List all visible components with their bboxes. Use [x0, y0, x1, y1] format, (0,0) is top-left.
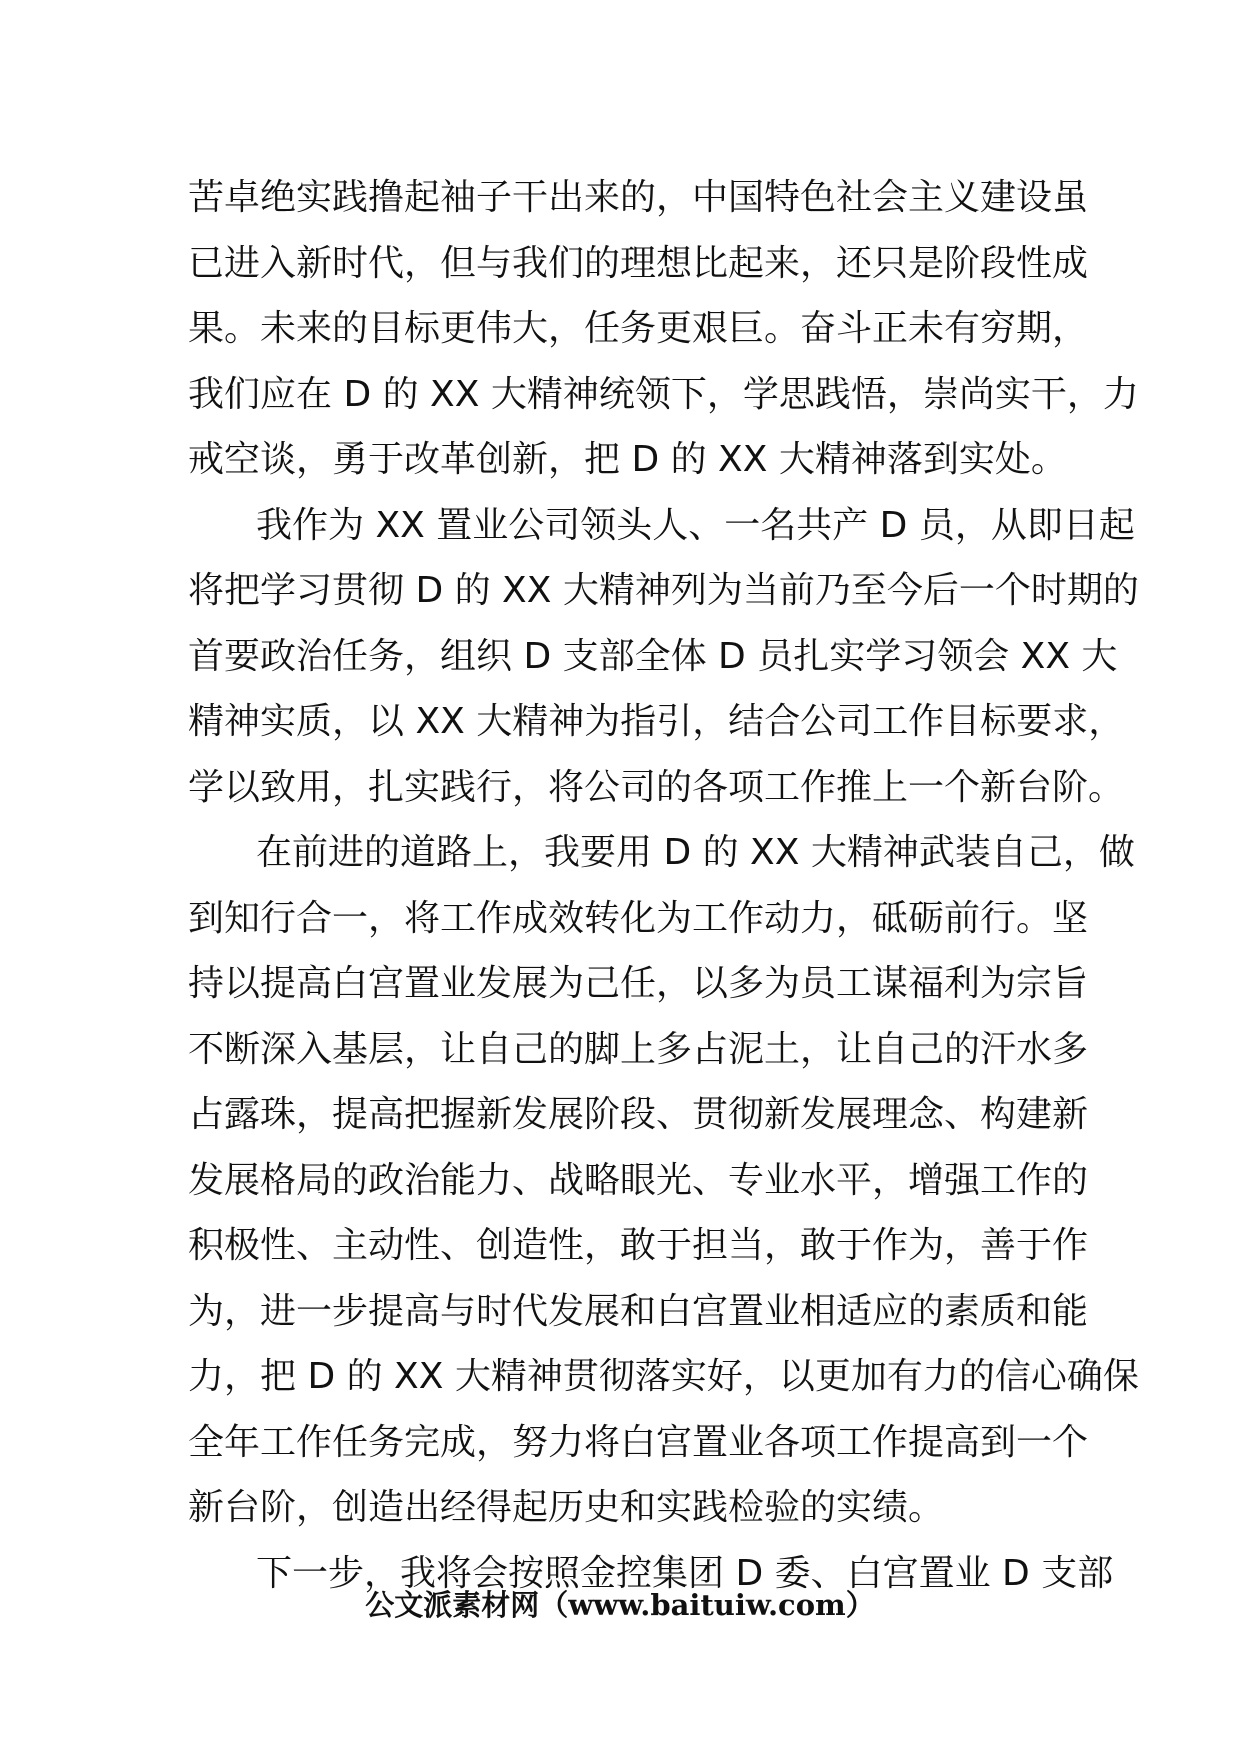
text-line: 积极性、主动性、创造性，敢于担当，敢于作为，善于作: [188, 1225, 1089, 1266]
text-line: 下一步，我将会按照金控集团 D 委、白宫置业 D 支部: [256, 1552, 1114, 1594]
document-body: [188, 165, 1139, 1606]
text-line: 首要政治任务，组织 D 支部全体 D 员扎实学习领会 XX 大: [188, 635, 1118, 677]
text-line: 全年工作任务完成，努力将白宫置业各项工作提高到一个: [188, 1421, 1089, 1463]
text-line: 新台阶，创造出经得起历史和实践检验的实绩。: [188, 1487, 945, 1528]
text-line: 已进入新时代，但与我们的理想比起来，还只是阶段性成: [188, 242, 1089, 284]
text-line: 不断深入基层，让自己的脚上多占泥土，让自己的汗水多: [188, 1028, 1089, 1070]
text-line: 学以致用，扎实践行，将公司的各项工作推上一个新台阶。: [188, 766, 1125, 808]
text-line: 为，进一步提高与时代发展和白宫置业相适应的素质和能: [188, 1290, 1089, 1332]
text-line: 苦卓绝实践撸起袖子干出来的，中国特色社会主义建设虽: [188, 177, 1089, 218]
footer-watermark: 公文派素材网（www.baituiw.com）: [365, 1588, 875, 1622]
text-line: 力，把 D 的 XX 大精神贯彻落实好，以更加有力的信心确保: [188, 1356, 1139, 1397]
text-line: 发展格局的政治能力、战略眼光、专业水平，增强工作的: [188, 1159, 1089, 1201]
text-line: 持以提高白宫置业发展为己任，以多为员工谋福利为宗旨: [188, 963, 1089, 1004]
text-line: 到知行合一，将工作成效转化为工作动力，砥砺前行。坚: [188, 897, 1089, 939]
text-line: 我作为 XX 置业公司领头人、一名共产 D 员，从即日起: [256, 504, 1135, 546]
text-line: 戒空谈，勇于改革创新，把 D 的 XX 大精神落到实处。: [188, 439, 1067, 480]
text-line: 精神实质，以 XX 大精神为指引，结合公司工作目标要求，: [188, 701, 1125, 742]
text-line: 在前进的道路上，我要用 D 的 XX 大精神武装自己，做: [256, 832, 1135, 873]
text-line: 占露珠，提高把握新发展阶段、贯彻新发展理念、构建新: [188, 1094, 1089, 1135]
text-line: 果。未来的目标更伟大，任务更艰巨。奋斗正未有穷期，: [188, 308, 1089, 349]
text-line: 我们应在 D 的 XX 大精神统领下，学思践悟，崇尚实干，力: [188, 373, 1139, 415]
text-line: 将把学习贯彻 D 的 XX 大精神列为当前乃至今后一个时期的: [188, 570, 1139, 611]
